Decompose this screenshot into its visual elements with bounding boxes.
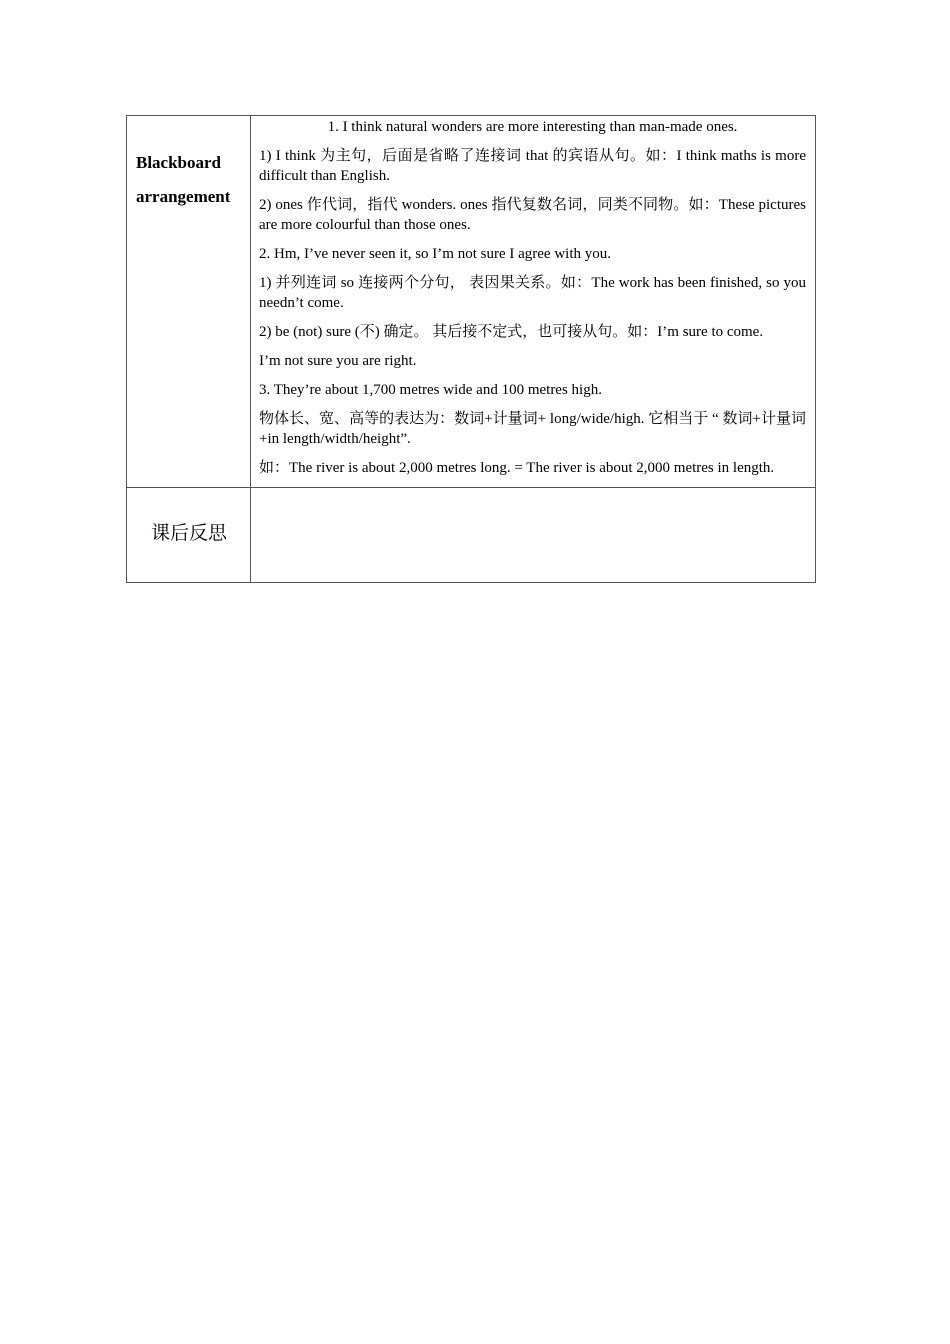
notes-list xyxy=(251,117,815,478)
note-line: 1. I think natural wonders are more interesting than man-made ones. xyxy=(327,119,738,135)
section-label xyxy=(127,116,250,214)
note-line: 1) I think 为主句，后面是省略了连接词 that 的宾语从句。如：I think maths is more difficult than English. xyxy=(259,148,806,184)
note-line: 如：The river is about 2,000 metres long. = The river is about 2,000 metres in length. xyxy=(259,460,775,476)
blackboard-arrangement-row xyxy=(127,116,816,488)
section-label-line2: arrangement xyxy=(136,187,231,206)
note-line: I’m not sure you are right. xyxy=(259,353,417,369)
lesson-plan-table xyxy=(126,115,816,583)
section-label-line1: Blackboard xyxy=(136,153,222,172)
reflection-label: 课后反思 xyxy=(151,522,228,544)
note-line: 物体长、宽、高等的表达为：数词+计量词+ long/wide/high. 它相当于 “ 数词+计量词+in length/width/height”. xyxy=(259,411,806,447)
note-line: 2) ones 作代词，指代 wonders. ones 指代复数名词，同类不同物。如：These pictures are more colourful than those ones. xyxy=(259,197,806,233)
reflection-label-cell xyxy=(127,488,251,583)
note-line: 3. They’re about 1,700 metres wide and 100 metres high. xyxy=(259,382,602,398)
notes-cell xyxy=(251,116,816,488)
note-line: 2. Hm, I’ve never seen it, so I’m not sure I agree with you. xyxy=(259,246,611,262)
section-label-cell xyxy=(127,116,251,488)
note-line: 1) 并列连词 so 连接两个分句， 表因果关系。如：The work has been finished, so you needn’t come. xyxy=(259,275,806,311)
reflection-row xyxy=(127,488,816,583)
note-line: 2) be (not) sure (不) 确定。 其后接不定式，也可接从句。如：I’m sure to come. xyxy=(259,324,764,340)
reflection-content-cell xyxy=(251,488,816,583)
